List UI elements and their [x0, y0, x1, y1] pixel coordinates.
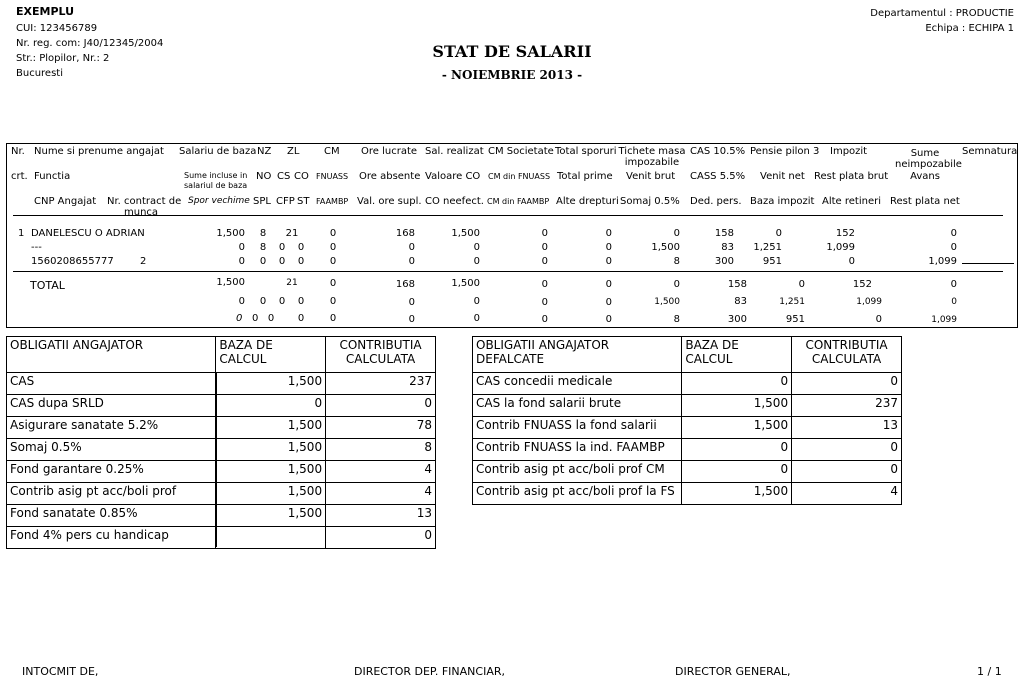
- emp-cass: 83: [721, 242, 734, 253]
- hdr-baza-imp: Baza impozit: [750, 196, 815, 207]
- hdr-tot-prime: Total prime: [557, 171, 613, 182]
- emp-sal-real: 1,500: [451, 228, 480, 239]
- footer-prepared: INTOCMIT DE,: [22, 665, 99, 678]
- total-tot-spor: 0: [605, 279, 612, 290]
- obls-row-label: CAS la fond salarii brute: [473, 395, 682, 417]
- emp-cm-soc: 0: [541, 228, 548, 239]
- hdr-tot-spor: Total sporuri: [555, 146, 617, 157]
- signature-line: [962, 263, 1014, 264]
- obl-row-base: 1,500: [216, 373, 326, 395]
- obl-row-base: 1,500: [216, 461, 326, 483]
- total-ore-abs: 0: [408, 297, 415, 308]
- total-label: TOTAL: [30, 279, 65, 292]
- emp-venit-net: 1,251: [753, 242, 782, 253]
- emp-cm-faambp: 0: [541, 256, 548, 267]
- emp-cm: 0: [329, 228, 337, 239]
- hdr-nz: NZ: [257, 146, 272, 157]
- obls-header-value-1: CONTRIBUTIA: [805, 338, 888, 352]
- emp-co: 0: [297, 242, 305, 253]
- hdr-val-co: Valoare CO: [425, 171, 481, 182]
- hdr-st: ST: [297, 196, 310, 207]
- company-reg: Nr. reg. com: J40/12345/2004: [16, 38, 164, 49]
- total-spl: 0: [267, 313, 275, 324]
- obl-row-value: 4: [326, 483, 436, 505]
- emp-rest-brut: 1,099: [826, 242, 855, 253]
- total-pensie: 0: [798, 279, 805, 290]
- hdr-rest-brut: Rest plata brut: [814, 171, 889, 182]
- hdr-faambp: FAAMBP: [316, 197, 349, 206]
- document-title: STAT DE SALARII: [432, 42, 592, 61]
- emp-rest-net: 1,099: [928, 256, 957, 267]
- emp-pensie: 0: [775, 228, 782, 239]
- hdr-hours: Ore lucrate: [361, 146, 418, 157]
- hdr-pensie: Pensie pilon 3: [750, 146, 820, 157]
- total-alte-retineri: 0: [875, 314, 882, 325]
- emp-sume: 0: [950, 228, 957, 239]
- obls-row-label: Contrib FNUASS la ind. FAAMBP: [473, 439, 682, 461]
- footer-page: 1 / 1: [977, 665, 1002, 678]
- emp-tichete: 0: [673, 228, 680, 239]
- hdr-sume-incl-1: Sume incluse in: [184, 171, 248, 180]
- hdr-nr: Nr.: [11, 146, 25, 157]
- emp-fnuass: 0: [329, 242, 337, 253]
- emp-ore-supl: 0: [408, 256, 415, 267]
- total-fnuass: 0: [329, 296, 337, 307]
- emp-contract: 2: [140, 256, 147, 267]
- emp-tot-prime: 0: [605, 242, 612, 253]
- hdr-ore-supl: Val. ore supl.: [357, 196, 422, 207]
- emp-cas: 158: [714, 228, 734, 239]
- obl-row-value: 78: [326, 417, 436, 439]
- emp-name: DANELESCU O ADRIAN: [31, 228, 145, 239]
- total-faambp: 0: [329, 313, 337, 324]
- emp-nz: 8: [259, 228, 267, 239]
- obl-row-value: 8: [326, 439, 436, 461]
- emp-impozit: 152: [835, 228, 855, 239]
- company-street: Str.: Plopilor, Nr.: 2: [16, 53, 110, 64]
- total-cm: 0: [329, 278, 337, 289]
- total-cass: 83: [734, 296, 747, 307]
- emp-hours: 168: [395, 228, 415, 239]
- total-val-co: 0: [473, 296, 480, 307]
- hdr-functia: Functia: [34, 171, 71, 182]
- obls-row-value: 0: [792, 439, 902, 461]
- header-separator: [13, 215, 1003, 216]
- company-city: Bucuresti: [16, 68, 63, 79]
- obl-row-label: Somaj 0.5%: [7, 439, 216, 461]
- hdr-cm-soc: CM Societate: [488, 146, 554, 157]
- total-venit-net: 1,251: [779, 297, 805, 307]
- hdr-cm-fnuass: CM din FNUASS: [488, 172, 551, 181]
- obl-row-label: CAS: [7, 373, 216, 395]
- total-base: 1,500: [216, 277, 245, 288]
- total-somaj: 8: [673, 314, 680, 325]
- obl-row-label: Contrib asig pt acc/boli prof: [7, 483, 216, 505]
- emp-sume-incl: 0: [238, 242, 245, 253]
- obl-row-value: 4: [326, 461, 436, 483]
- emp-cs: 0: [278, 242, 286, 253]
- emp-cm-fnuass: 0: [541, 242, 548, 253]
- emp-nr: 1: [18, 228, 25, 239]
- emp-co-neef: 0: [473, 256, 480, 267]
- emp-spl: 0: [259, 256, 267, 267]
- total-co: 0: [297, 296, 305, 307]
- hdr-cm-faambp: CM din FAAMBP: [487, 197, 550, 206]
- hdr-cs: CS: [277, 171, 291, 182]
- hdr-ded: Ded. pers.: [690, 196, 742, 207]
- obls-row-label: CAS concedii medicale: [473, 373, 682, 395]
- total-ded: 300: [727, 314, 747, 325]
- total-st: 0: [297, 313, 305, 324]
- total-tot-prime: 0: [605, 297, 612, 308]
- footer-general: DIRECTOR GENERAL,: [675, 665, 791, 678]
- obls-row-base: 1,500: [682, 395, 792, 417]
- hdr-venit-net: Venit net: [760, 171, 805, 182]
- obls-row-label: Contrib asig pt acc/boli prof la FS: [473, 483, 682, 505]
- obl-row-label: Fond sanatate 0.85%: [7, 505, 216, 527]
- total-co-neef: 0: [473, 313, 480, 324]
- obl-header-value-1: CONTRIBUTIA: [339, 338, 422, 352]
- total-spor-2: 0: [252, 313, 259, 324]
- emp-base: 1,500: [216, 228, 245, 239]
- emp-st: 0: [297, 256, 305, 267]
- total-sume: 0: [950, 279, 957, 290]
- total-sal-real: 1,500: [451, 278, 480, 289]
- obls-row-base: 0: [682, 439, 792, 461]
- obl-row-base: 0: [216, 395, 326, 417]
- emp-avans: 0: [950, 242, 957, 253]
- obl-column-gap: [216, 373, 326, 547]
- obls-row-value: 4: [792, 483, 902, 505]
- emp-zl: 21: [285, 228, 299, 239]
- hdr-fnuass: FNUASS: [316, 172, 349, 181]
- hdr-somaj: Somaj 0.5%: [620, 196, 680, 207]
- obl-row-base: 1,500: [216, 483, 326, 505]
- obls-row-base: 1,500: [682, 483, 792, 505]
- team: Echipa : ECHIPA 1: [925, 23, 1014, 34]
- obls-row-value: 0: [792, 373, 902, 395]
- obl-header-label: OBLIGATII ANGAJATOR: [7, 337, 216, 373]
- hdr-no: NO: [256, 171, 272, 182]
- hdr-ore-abs: Ore absente: [359, 171, 421, 182]
- obl-row-value: 0: [326, 395, 436, 417]
- footer-financial: DIRECTOR DEP. FINANCIAR,: [354, 665, 505, 678]
- hdr-tichete-1: Tichete masa: [618, 146, 686, 157]
- hdr-zl: ZL: [287, 146, 300, 157]
- company-cui: CUI: 123456789: [16, 23, 98, 34]
- emp-ore-abs: 0: [408, 242, 415, 253]
- obls-row-value: 237: [792, 395, 902, 417]
- emp-alte-drepturi: 0: [605, 256, 612, 267]
- obls-row-base: 1,500: [682, 417, 792, 439]
- obls-header-label-1: OBLIGATII ANGAJATOR: [476, 338, 610, 352]
- obls-row-value: 0: [792, 461, 902, 483]
- emp-venit-brut: 1,500: [651, 242, 680, 253]
- obl-row-label: Fond 4% pers cu handicap: [7, 527, 216, 549]
- obls-header-base: BAZA DE CALCUL: [682, 337, 792, 373]
- obls-row-value: 13: [792, 417, 902, 439]
- emp-tot-spor: 0: [605, 228, 612, 239]
- emp-faambp: 0: [329, 256, 337, 267]
- total-baza-imp: 951: [785, 314, 805, 325]
- obls-header-label-2: DEFALCATE: [476, 352, 545, 366]
- obl-row-label: CAS dupa SRLD: [7, 395, 216, 417]
- obls-header-value-2: CALCULATA: [811, 352, 882, 366]
- hdr-crt: crt.: [11, 171, 28, 182]
- total-no: 0: [259, 296, 267, 307]
- total-rest-net: 1,099: [931, 315, 957, 325]
- department: Departamentul : PRODUCTIE: [870, 8, 1014, 19]
- hdr-avans: Avans: [910, 171, 940, 182]
- hdr-name: Nume si prenume angajat: [34, 146, 164, 157]
- hdr-cfp: CFP: [276, 196, 295, 207]
- hdr-contract-2: munca: [124, 207, 159, 218]
- total-cm-fnuass: 0: [541, 297, 548, 308]
- hdr-contract-1: Nr. contract de: [107, 196, 182, 207]
- hdr-impozit: Impozit: [830, 146, 868, 157]
- hdr-sume-1: Sume: [910, 148, 940, 159]
- hdr-cas: CAS 10.5%: [690, 146, 746, 157]
- emp-somaj: 8: [673, 256, 680, 267]
- total-rest-brut: 1,099: [856, 297, 882, 307]
- obl-row-base: 1,500: [216, 417, 326, 439]
- total-sume-incl: 0: [238, 296, 245, 307]
- hdr-venit-brut: Venit brut: [626, 171, 676, 182]
- emp-baza-imp: 951: [762, 256, 782, 267]
- total-avans: 0: [951, 297, 957, 307]
- total-venit-brut: 1,500: [654, 297, 680, 307]
- obligations-split-table: [472, 336, 902, 505]
- hdr-sume-2: neimpozabile: [895, 159, 962, 170]
- total-impozit: 152: [852, 279, 872, 290]
- obl-row-value: 0: [326, 527, 436, 549]
- obl-row-label: Asigurare sanatate 5.2%: [7, 417, 216, 439]
- obl-row-label: Fond garantare 0.25%: [7, 461, 216, 483]
- total-hours: 168: [395, 279, 415, 290]
- obl-row-base: 1,500: [216, 505, 326, 527]
- document-period: - NOIEMBRIE 2013 -: [441, 68, 583, 82]
- obl-header-base: BAZA DE CALCUL: [216, 337, 326, 373]
- obl-row-base: 1,500: [216, 439, 326, 461]
- hdr-alte-drepturi: Alte drepturi: [556, 196, 619, 207]
- obls-row-base: 0: [682, 461, 792, 483]
- total-separator: [13, 271, 1003, 272]
- obl-header-value: [326, 337, 436, 373]
- hdr-cass: CASS 5.5%: [690, 171, 746, 182]
- emp-cnp: 1560208655777: [31, 256, 114, 267]
- hdr-co-neef: CO neefect.: [425, 196, 484, 207]
- emp-cfp: 0: [278, 256, 286, 267]
- emp-function: ---: [31, 242, 42, 253]
- obls-row-label: Contrib FNUASS la fond salarii: [473, 417, 682, 439]
- hdr-sume-incl-2: salariul de baza: [184, 181, 248, 190]
- emp-spor: 0: [238, 256, 245, 267]
- obl-header-value-2: CALCULATA: [345, 352, 416, 366]
- total-zl: 21: [286, 278, 298, 288]
- total-ore-supl: 0: [408, 314, 415, 325]
- hdr-co: CO: [294, 171, 309, 182]
- company-name: EXEMPLU: [16, 5, 75, 18]
- hdr-cm: CM: [324, 146, 340, 157]
- hdr-semnatura: Semnatura: [962, 146, 1018, 157]
- total-cas: 158: [727, 279, 747, 290]
- obl-row-value: 13: [326, 505, 436, 527]
- total-spor: 0: [236, 313, 243, 324]
- emp-no: 8: [259, 242, 267, 253]
- obls-header-label: [473, 337, 682, 373]
- hdr-rest-net: Rest plata net: [890, 196, 960, 207]
- hdr-base: Salariu de baza: [179, 146, 257, 157]
- hdr-alte-retineri: Alte retineri: [822, 196, 881, 207]
- total-cs: 0: [278, 296, 286, 307]
- obls-header-value: [792, 337, 902, 373]
- hdr-spor: Spor vechime: [188, 196, 250, 206]
- emp-alte-retineri: 0: [848, 256, 855, 267]
- total-cm-faambp: 0: [541, 314, 548, 325]
- obls-row-label: Contrib asig pt acc/boli prof CM: [473, 461, 682, 483]
- total-cm-soc: 0: [541, 279, 548, 290]
- emp-val-co: 0: [473, 242, 480, 253]
- obls-row-base: 0: [682, 373, 792, 395]
- hdr-sal-real: Sal. realizat: [425, 146, 484, 157]
- hdr-cnp: CNP Angajat: [34, 196, 97, 207]
- emp-ded: 300: [714, 256, 734, 267]
- total-tichete: 0: [673, 279, 680, 290]
- hdr-spl: SPL: [253, 196, 271, 207]
- obl-row-value: 237: [326, 373, 436, 395]
- total-alte-drepturi: 0: [605, 314, 612, 325]
- hdr-tichete-2: impozabile: [624, 157, 680, 168]
